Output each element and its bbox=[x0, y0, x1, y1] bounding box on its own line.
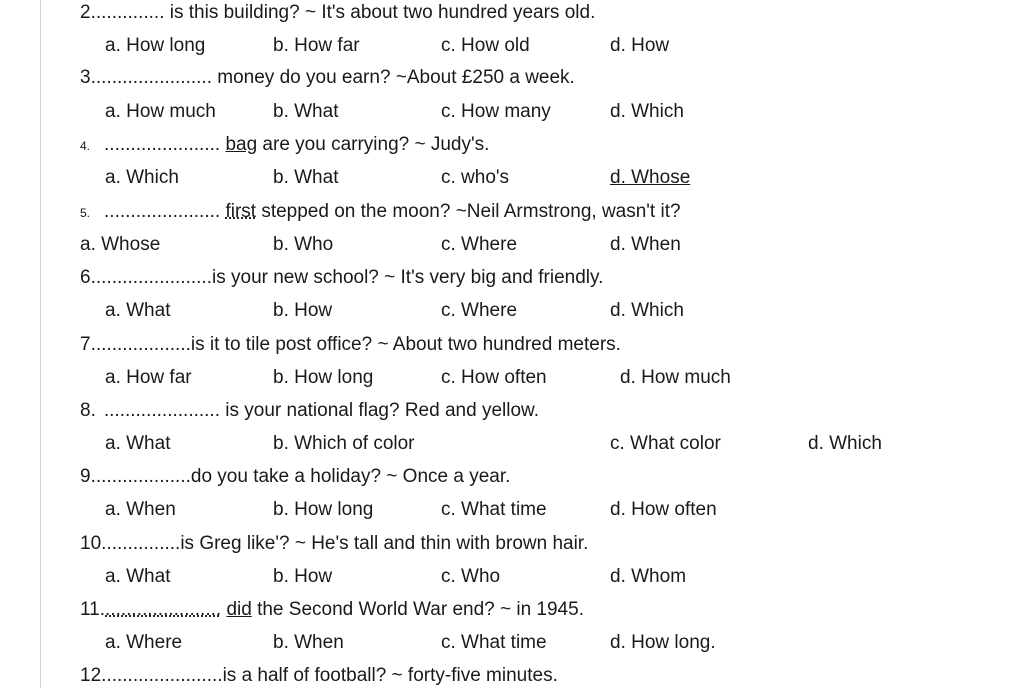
option-a: a. How far bbox=[105, 367, 192, 388]
option-c: c. Where bbox=[441, 300, 518, 321]
answer-blank: .............. bbox=[90, 2, 165, 23]
option-c: c. Who bbox=[441, 566, 501, 587]
option-b: b. How long bbox=[273, 499, 374, 520]
option-b: b. Who bbox=[273, 234, 334, 255]
option-c: c. What time bbox=[441, 499, 547, 520]
answer-blank: ...................... bbox=[103, 400, 220, 421]
option-b: b. Which of color bbox=[273, 433, 415, 454]
option-c: c. What color bbox=[610, 433, 721, 454]
option-a: a. What bbox=[105, 433, 171, 454]
option-c: c. What time bbox=[441, 632, 547, 653]
option-a: a. Where bbox=[105, 632, 183, 653]
option-d: d. How long. bbox=[610, 632, 716, 653]
option-a: a. What bbox=[105, 300, 171, 321]
option-d: d. Which bbox=[808, 433, 882, 454]
question-number: 5. bbox=[80, 206, 91, 220]
option-a: a. Which bbox=[105, 167, 179, 188]
option-a: a. What bbox=[105, 566, 171, 587]
page-margin-line bbox=[40, 0, 41, 688]
option-d: d. Which bbox=[610, 101, 684, 122]
option-d: d. Whom bbox=[610, 566, 687, 587]
option-b: b. What bbox=[273, 167, 339, 188]
question-text: is a half of football? ~ forty-five minutes. bbox=[222, 665, 558, 686]
question-number: 4. bbox=[80, 139, 91, 153]
option-b: b. How far bbox=[273, 35, 360, 56]
option-c: c. How many bbox=[441, 101, 551, 122]
question-9 bbox=[80, 466, 510, 488]
question-number: 7. bbox=[80, 334, 96, 355]
answer-blank: .............. bbox=[106, 533, 181, 554]
question-text: is it to tile post office? ~ About two hundred meters. bbox=[190, 334, 621, 355]
option-c: c. How often bbox=[441, 367, 547, 388]
option-a: a. How much bbox=[105, 101, 216, 122]
question-number: 12. bbox=[80, 665, 107, 686]
question-number: 11. bbox=[80, 599, 106, 620]
question-number: 3. bbox=[80, 67, 96, 88]
question-number: 9. bbox=[80, 466, 96, 487]
question-number: 8. bbox=[80, 400, 96, 421]
option-a: a. Whose bbox=[80, 234, 161, 255]
question-text: stepped on the moon? ~Neil Armstrong, wasn't it? bbox=[256, 201, 681, 222]
question-text: do you take a holiday? ~ Once a year. bbox=[190, 466, 511, 487]
question-4 bbox=[80, 134, 489, 157]
question-12 bbox=[80, 665, 558, 687]
question-text: is this building? ~ It's about two hundred years old. bbox=[164, 2, 596, 23]
question-text: are you carrying? ~ Judy's. bbox=[257, 134, 490, 155]
question-text: money do you earn? ~About £250 a week. bbox=[212, 67, 575, 88]
option-d: d. How much bbox=[620, 367, 731, 388]
underlined-word: did bbox=[226, 599, 252, 620]
option-d: d. How often bbox=[610, 499, 717, 520]
option-c: c. who's bbox=[441, 167, 510, 188]
option-d: d. When bbox=[610, 234, 681, 255]
question-2 bbox=[80, 2, 595, 24]
question-6 bbox=[80, 267, 603, 289]
option-b: b. How bbox=[273, 566, 333, 587]
option-b: b. How long bbox=[273, 367, 374, 388]
question-11 bbox=[80, 599, 584, 621]
option-a: a. How long bbox=[105, 35, 206, 56]
question-text: the Second World War end? ~ in 1945. bbox=[251, 599, 584, 620]
underlined-word: first bbox=[225, 201, 257, 222]
question-text: is Greg like'? ~ He's tall and thin with brown hair. bbox=[180, 533, 589, 554]
option-b: b. When bbox=[273, 632, 344, 653]
option-d: d. Which bbox=[610, 300, 684, 321]
answer-blank: ...................... bbox=[105, 599, 222, 620]
option-d: d. Whose bbox=[610, 167, 691, 188]
question-number: 10. bbox=[80, 533, 107, 554]
option-c: c. How old bbox=[441, 35, 530, 56]
answer-blank: ...................... bbox=[106, 665, 223, 686]
answer-blank: .................. bbox=[95, 334, 191, 355]
option-b: b. What bbox=[273, 101, 339, 122]
option-c: c. Where bbox=[441, 234, 518, 255]
question-text: is your national flag? Red and yellow. bbox=[220, 400, 539, 421]
question-text: is your new school? ~ It's very big and friendly. bbox=[212, 267, 604, 288]
answer-blank: ...................... bbox=[104, 201, 221, 222]
question-7 bbox=[80, 334, 621, 356]
underlined-word: bag bbox=[225, 134, 258, 155]
option-d: d. How bbox=[610, 35, 670, 56]
answer-blank: ...................... bbox=[95, 67, 212, 88]
answer-blank: ...................... bbox=[104, 134, 221, 155]
question-number: 6. bbox=[80, 267, 96, 288]
question-number: 2 bbox=[80, 2, 91, 23]
question-10 bbox=[80, 533, 588, 555]
option-a: a. When bbox=[105, 499, 176, 520]
question-8 bbox=[80, 400, 539, 422]
question-3 bbox=[80, 67, 575, 89]
answer-blank: ...................... bbox=[95, 267, 212, 288]
option-b: b. How bbox=[273, 300, 333, 321]
question-5 bbox=[80, 201, 681, 224]
answer-blank: .................. bbox=[95, 466, 191, 487]
